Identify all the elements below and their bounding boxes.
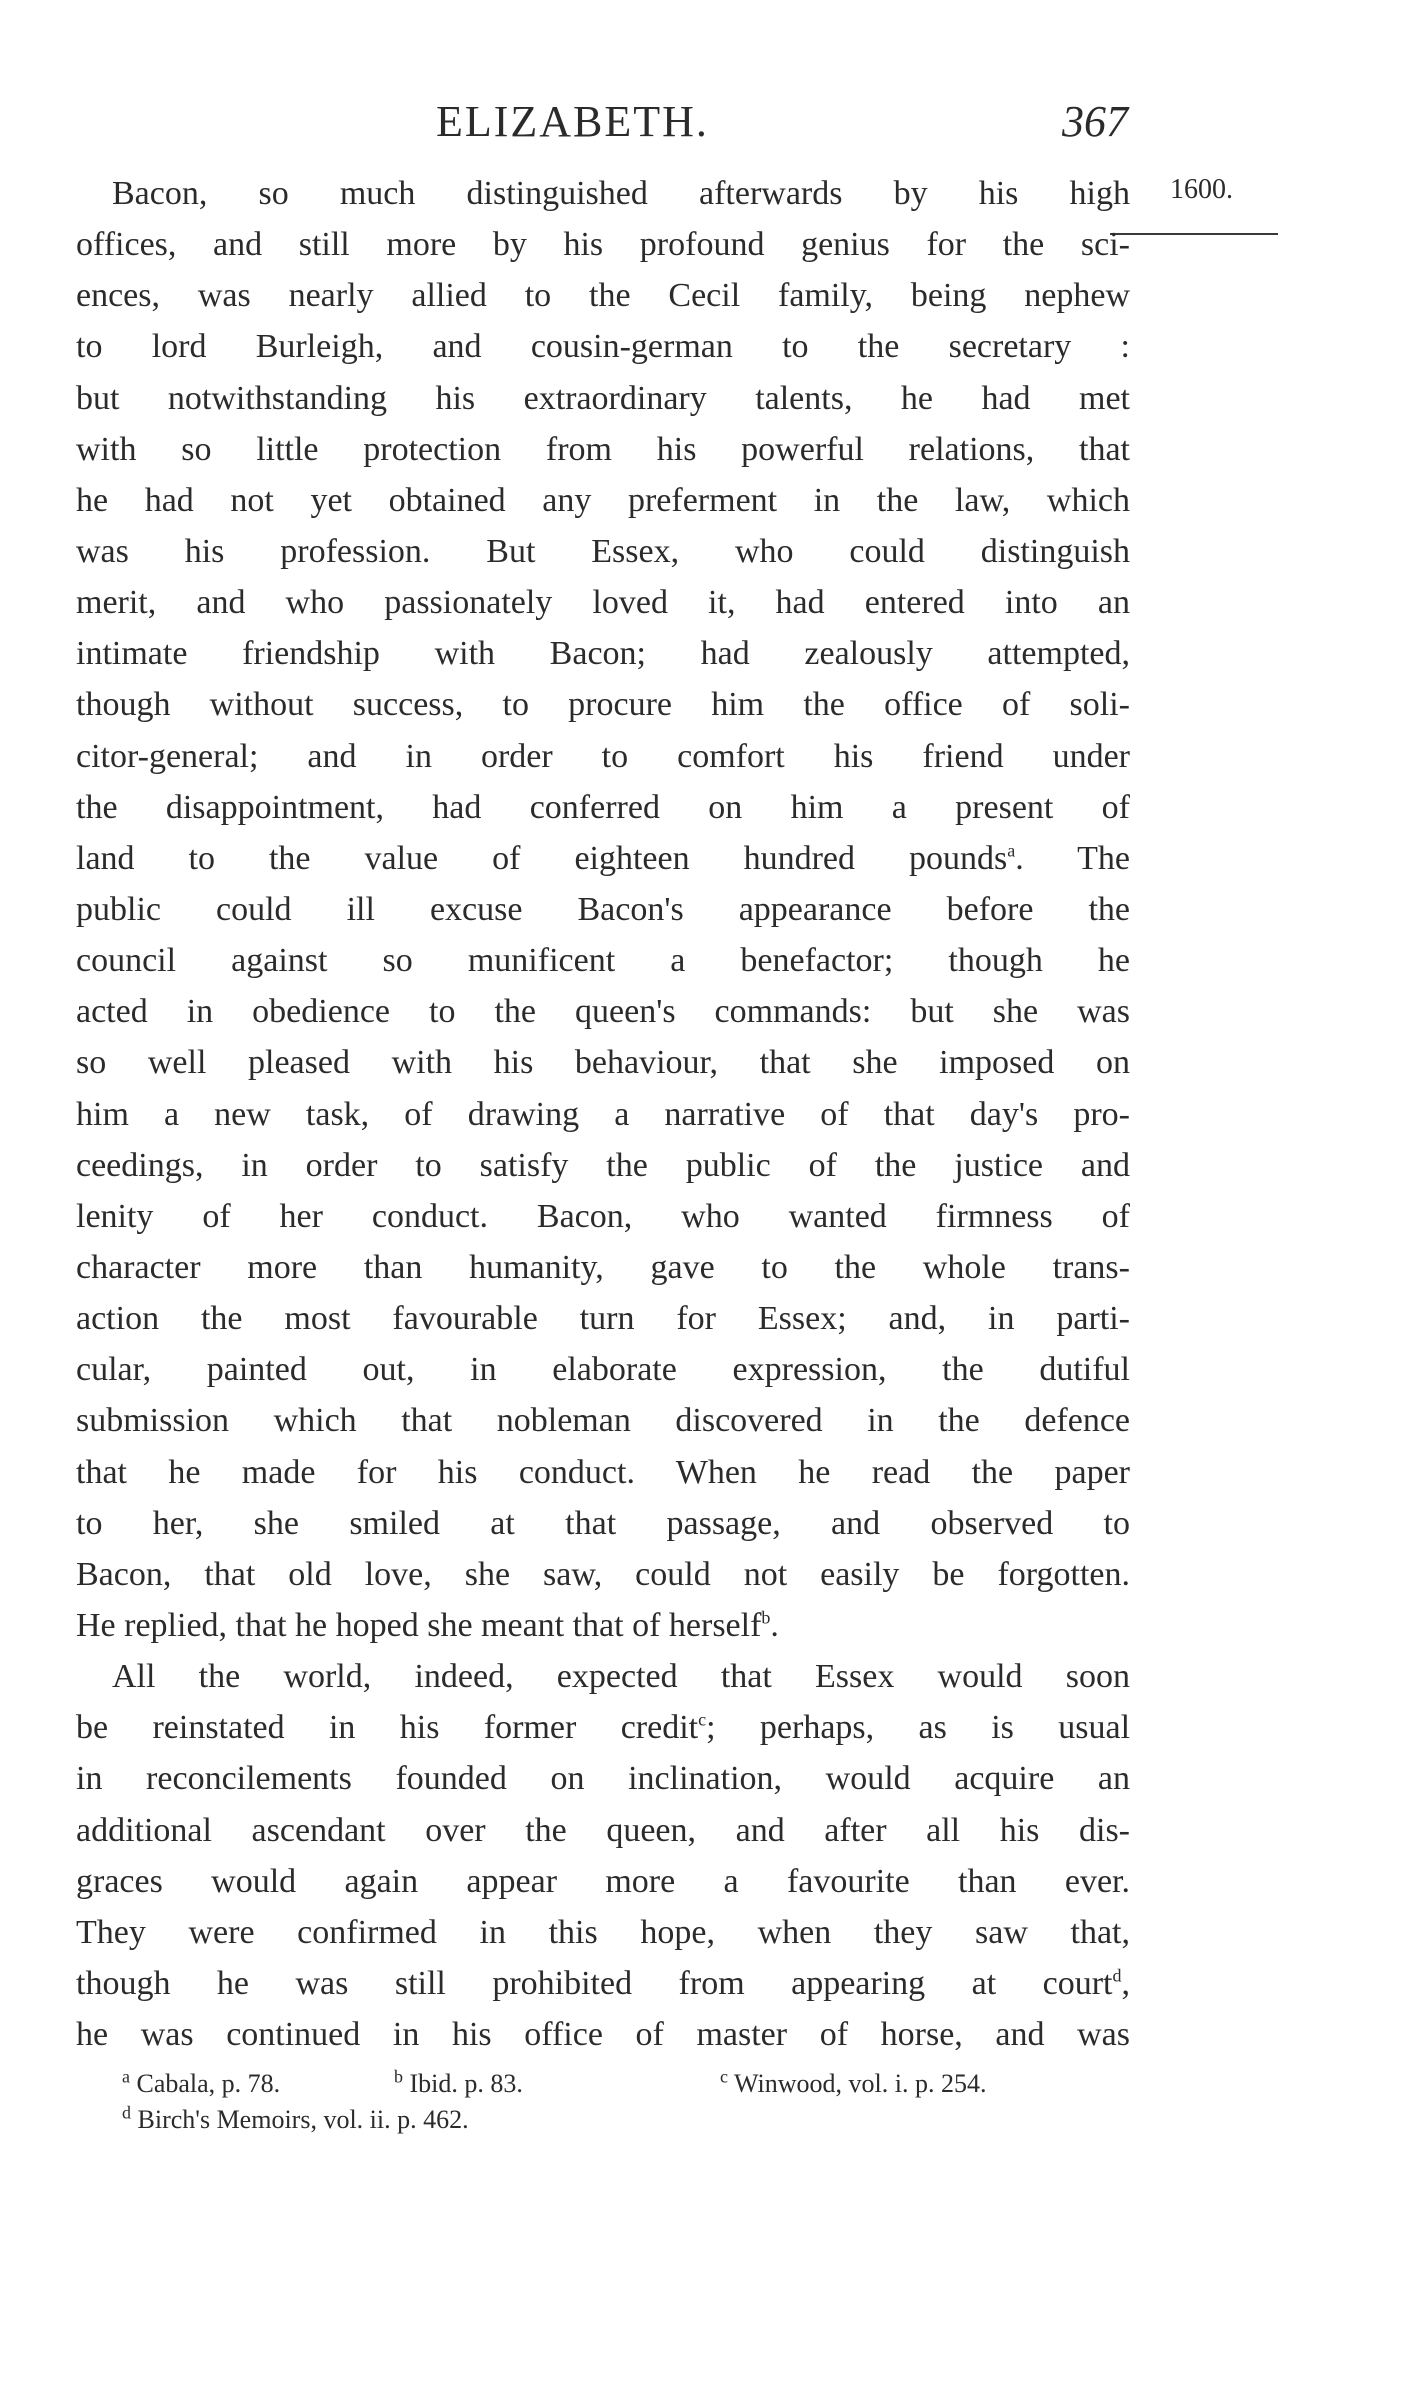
text-line: Bacon, so much distinguished afterwards by his high bbox=[112, 175, 1130, 212]
text-line: public could ill excuse Bacon's appearance before the bbox=[76, 890, 1130, 928]
text-line: that he made for his conduct. When he read the paper bbox=[76, 1453, 1130, 1491]
text-line: submission which that nobleman discovered in the defence bbox=[76, 1402, 1130, 1440]
footnote-mark-b: b bbox=[394, 2066, 403, 2087]
text-line bbox=[76, 1600, 1130, 1651]
footnote-mark-a: a bbox=[122, 2066, 130, 2087]
line-text: though he was still prohibited from appearing at court bbox=[76, 1964, 1113, 2002]
text-line: offices, and still more by his profound genius for the sci- bbox=[76, 226, 1130, 264]
footnote-text-d: Birch's Memoirs, vol. ii. p. 462. bbox=[137, 2105, 469, 2134]
text-line: he had not yet obtained any preferment in the law, which bbox=[76, 481, 1130, 519]
text-line: was his profession. But Essex, who could distinguish bbox=[76, 532, 1130, 570]
body-text bbox=[76, 168, 1130, 2060]
line-tail: . bbox=[770, 1606, 779, 1644]
text-line bbox=[76, 833, 1130, 884]
line-tail: ; perhaps, as is usual bbox=[706, 1709, 1131, 1747]
text-line bbox=[76, 1958, 1130, 2009]
text-line: cular, painted out, in elaborate expression, the dutiful bbox=[76, 1351, 1130, 1389]
text-line: so well pleased with his behaviour, that she imposed on bbox=[76, 1044, 1130, 1082]
footnote-text-a: Cabala, p. 78. bbox=[136, 2069, 281, 2098]
footnote-ref-a[interactable]: a bbox=[1007, 840, 1016, 861]
footnote-d bbox=[122, 2102, 469, 2138]
line-text: land to the value of eighteen hundred pounds bbox=[76, 839, 1008, 877]
text-line: All the world, indeed, expected that Essex would soon bbox=[112, 1658, 1130, 1696]
text-line: ences, was nearly allied to the Cecil family, being nephew bbox=[76, 277, 1130, 315]
text-line bbox=[76, 1702, 1130, 1753]
text-line: to her, she smiled at that passage, and observed to bbox=[76, 1504, 1130, 1542]
text-line: Bacon, that old love, she saw, could not easily be forgotten. bbox=[76, 1555, 1130, 1593]
text-line: character more than humanity, gave to the whole trans- bbox=[76, 1248, 1130, 1286]
page-number: 367 bbox=[1062, 97, 1128, 146]
footnotes bbox=[122, 2066, 1102, 2138]
text-line: he was continued in his office of master of horse, and was bbox=[76, 2016, 1130, 2054]
text-line: action the most favourable turn for Essex; and, in parti- bbox=[76, 1300, 1130, 1338]
text-line: They were confirmed in this hope, when they saw that, bbox=[76, 1913, 1130, 1951]
text-line: but notwithstanding his extraordinary talents, he had met bbox=[76, 379, 1130, 417]
running-head bbox=[76, 92, 1128, 152]
text-line: lenity of her conduct. Bacon, who wanted firmness of bbox=[76, 1197, 1130, 1235]
footnote-ref-c[interactable]: c bbox=[698, 1709, 707, 1730]
text-line: merit, and who passionately loved it, had entered into an bbox=[76, 584, 1130, 622]
line-tail: , bbox=[1121, 1964, 1130, 2002]
margin-rule bbox=[1110, 233, 1278, 235]
running-title: ELIZABETH. bbox=[436, 97, 709, 146]
text-line: him a new task, of drawing a narrative of that day's pro- bbox=[76, 1095, 1130, 1133]
text-line: to lord Burleigh, and cousin-german to the secretary : bbox=[76, 328, 1130, 366]
line-text: He replied, that he hoped she meant that of herself bbox=[76, 1606, 762, 1644]
footnote-mark-d: d bbox=[122, 2102, 131, 2123]
text-line: council against so munificent a benefactor; though he bbox=[76, 942, 1130, 980]
footnote-text-b: Ibid. p. 83. bbox=[409, 2069, 523, 2098]
footnote-b bbox=[394, 2066, 523, 2102]
text-line: ceedings, in order to satisfy the public of the justice and bbox=[76, 1146, 1130, 1184]
footnote-text-c: Winwood, vol. i. p. 254. bbox=[734, 2069, 987, 2098]
footnote-ref-b[interactable]: b bbox=[761, 1607, 771, 1628]
text-line: though without success, to procure him the office of soli- bbox=[76, 686, 1130, 724]
footnote-mark-c: c bbox=[720, 2066, 728, 2087]
text-line: additional ascendant over the queen, and after all his dis- bbox=[76, 1811, 1130, 1849]
text-line: acted in obedience to the queen's commands: but she was bbox=[76, 993, 1130, 1031]
text-line: the disappointment, had conferred on him a present of bbox=[76, 788, 1130, 826]
text-line: with so little protection from his powerful relations, that bbox=[76, 430, 1130, 468]
footnote-ref-d[interactable]: d bbox=[1112, 1965, 1122, 1986]
text-line: intimate friendship with Bacon; had zealously attempted, bbox=[76, 635, 1130, 673]
footnote-a bbox=[122, 2066, 280, 2102]
footnote-row bbox=[122, 2066, 1102, 2102]
footnote-row bbox=[122, 2102, 1102, 2138]
line-tail: . The bbox=[1015, 839, 1131, 877]
margin-year: 1600. bbox=[1170, 174, 1233, 205]
line-text: be reinstated in his former credit bbox=[76, 1709, 699, 1747]
text-line: graces would again appear more a favourite than ever. bbox=[76, 1862, 1130, 1900]
footnote-c bbox=[720, 2066, 986, 2102]
text-line: in reconcilements founded on inclination, would acquire an bbox=[76, 1760, 1130, 1798]
text-line: citor-general; and in order to comfort his friend under bbox=[76, 737, 1130, 775]
